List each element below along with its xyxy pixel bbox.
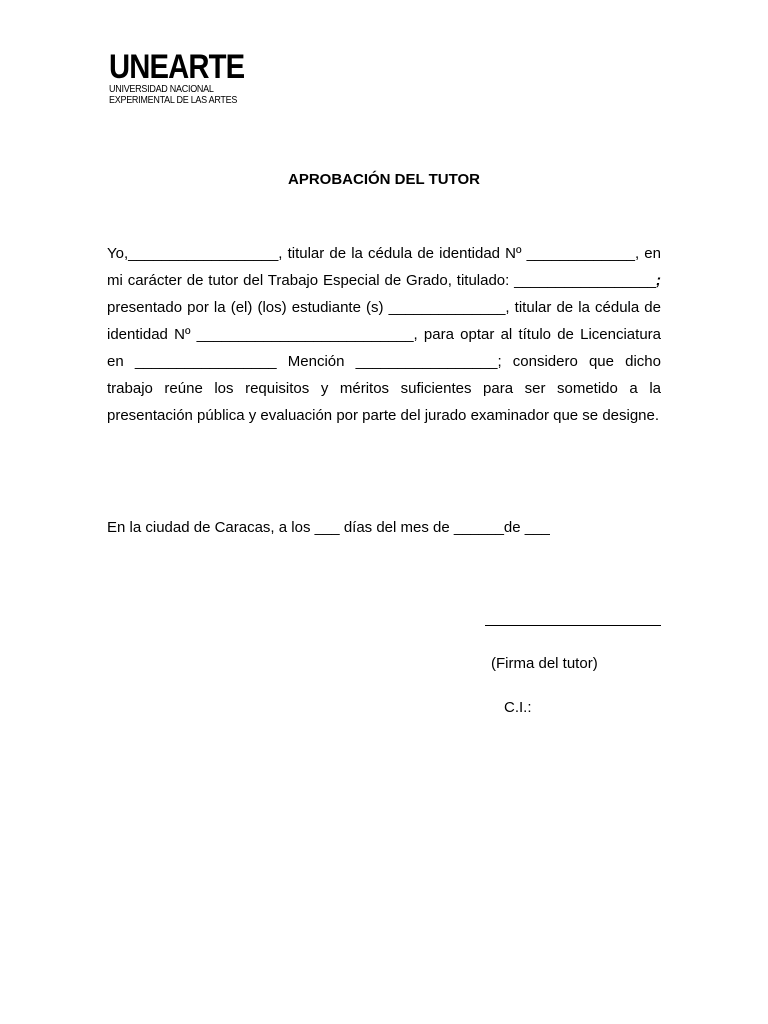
paragraph-semicolon: ; [656, 272, 661, 289]
logo-name: UNEARTE [109, 48, 245, 86]
paragraph-part-2: presentado por la (el) (los) estudiante (s) ______________, titular de la cédula de identidad Nº __________________________, para optar al título de Licenciatura en _________________ Mención _________________; considero que dicho trabajo reúne los requisitos y méritos suficientes para ser sometido a la presentación pública y evaluación por parte del jurado examinador que se designe. [107, 299, 661, 424]
logo-line-1: UNIVERSIDAD NACIONAL [109, 84, 214, 95]
ci-label: C.I.: [504, 699, 532, 716]
document-title: APROBACIÓN DEL TUTOR [288, 171, 480, 188]
signature-label: (Firma del tutor) [491, 655, 598, 672]
approval-paragraph [107, 240, 661, 429]
paragraph-part-1: Yo,__________________, titular de la cédula de identidad Nº _____________, en mi carácter de tutor del Trabajo Especial de Grado, titulado: _________________ [107, 245, 661, 289]
signature-line [485, 625, 661, 626]
date-line: En la ciudad de Caracas, a los ___ días del mes de ______de ___ [107, 519, 550, 536]
logo-line-2: EXPERIMENTAL DE LAS ARTES [109, 95, 238, 106]
unearte-logo [109, 48, 245, 106]
